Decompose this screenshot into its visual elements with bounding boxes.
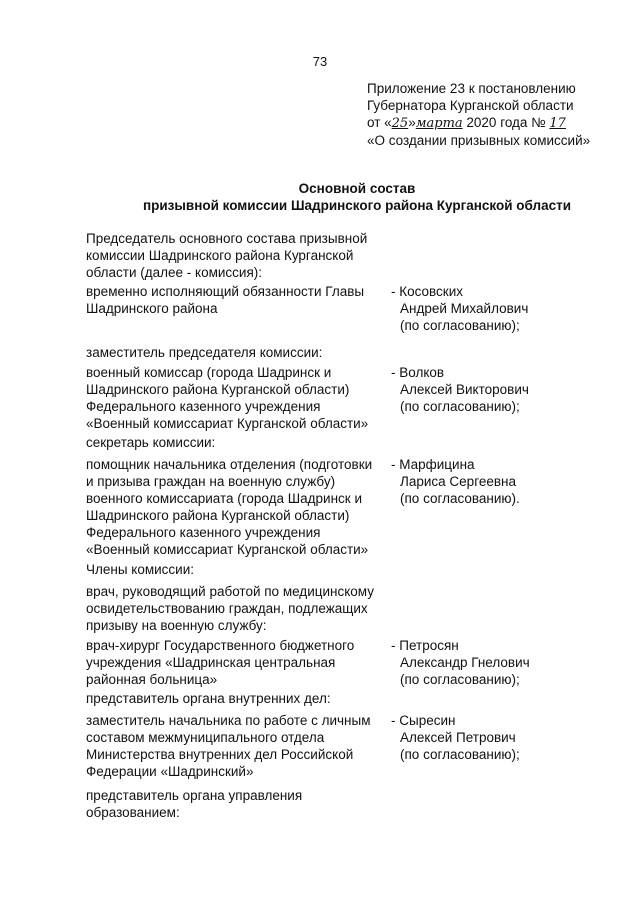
role-line: заместитель начальника по работе с личным — [86, 713, 371, 728]
name-line: Андрей Михайлович — [400, 301, 529, 316]
role-text — [86, 283, 384, 317]
document-title — [0, 180, 640, 214]
role-text — [86, 787, 384, 821]
name-line: Александр Гнелович — [400, 655, 530, 670]
name-line: (по согласованию); — [400, 672, 520, 687]
name-line: Алексей Петрович — [400, 730, 516, 745]
role-line: области (далее - комиссия): — [86, 265, 263, 280]
handwritten-day: 25 — [391, 116, 409, 131]
role-text — [86, 583, 384, 634]
page-number: 73 — [312, 54, 328, 69]
name-line: Лариса Сергеевна — [400, 474, 516, 489]
member-name — [391, 283, 551, 334]
header-date-mid: » — [408, 115, 416, 130]
role-line: «Военный комиссариат Курганской области» — [86, 542, 369, 557]
role-line: Министерства внутренних дел Российской — [86, 747, 354, 762]
member-name — [391, 637, 551, 688]
name-line: (по согласованию); — [400, 399, 520, 414]
name-line: - Косовских — [391, 284, 463, 299]
name-line: (по согласованию). — [400, 491, 520, 506]
name-line: - Волков — [391, 365, 445, 380]
header-year: 2020 года № — [462, 115, 550, 130]
role-text — [86, 690, 384, 707]
role-line: секретарь комиссии: — [86, 435, 216, 450]
member-name — [391, 456, 551, 507]
role-line: военного комиссариата (города Шадринск и — [86, 491, 362, 506]
role-line: представитель органа внутренних дел: — [86, 691, 331, 706]
name-line: Алексей Викторович — [400, 382, 529, 397]
role-line: Федерального казенного учреждения — [86, 399, 321, 414]
header-date-prefix: от « — [367, 115, 392, 130]
member-name — [391, 712, 551, 763]
member-name — [391, 364, 551, 415]
role-line: Шадринского района — [86, 301, 218, 316]
role-line: районная больница» — [86, 672, 218, 687]
role-line: военный комиссар (города Шадринск и — [86, 365, 332, 380]
name-line: - Петросян — [391, 638, 459, 653]
role-line: освидетельствованию граждан, подлежащих — [86, 601, 368, 616]
name-line: - Сыресин — [391, 713, 456, 728]
role-text — [86, 230, 384, 281]
role-text — [86, 561, 384, 578]
appendix-header — [367, 80, 590, 149]
role-text — [86, 364, 384, 432]
role-line: составом межмуниципального отдела — [86, 730, 325, 745]
role-line: «Военный комиссариат Курганской области» — [86, 416, 369, 431]
role-line: Шадринского района Курганской области) — [86, 382, 350, 397]
role-line: помощник начальника отделения (подготовки — [86, 457, 373, 472]
header-line-1: Приложение 23 к постановлению — [367, 81, 576, 96]
role-line: представитель органа управления — [86, 788, 303, 803]
role-line: образованием: — [86, 805, 180, 820]
role-line: призыву на военную службу: — [86, 618, 267, 633]
role-line: временно исполняющий обязанности Главы — [86, 284, 365, 299]
title-line-1: Основной состав — [298, 181, 416, 196]
role-text — [86, 637, 384, 688]
header-line-3 — [367, 114, 590, 132]
role-line: Председатель основного состава призывной — [86, 231, 368, 246]
role-line: Федерации «Шадринский» — [86, 764, 254, 779]
title-line-2: призывной комиссии Шадринского района Курганской области — [142, 198, 572, 213]
handwritten-number: 17 — [549, 116, 566, 131]
role-text — [86, 712, 384, 780]
role-line: Шадринского района Курганской области) — [86, 508, 350, 523]
role-text — [86, 456, 384, 558]
header-line-4: «О создании призывных комиссий» — [367, 133, 591, 148]
role-line: врач-хирург Государственного бюджетного — [86, 638, 355, 653]
role-line: врач, руководящий работой по медицинскому — [86, 584, 374, 599]
role-line: заместитель председателя комиссии: — [86, 345, 323, 360]
role-line: комиссии Шадринского района Курганской — [86, 248, 354, 263]
name-line: - Марфицина — [391, 457, 475, 472]
role-line: Федерального казенного учреждения — [86, 525, 321, 540]
role-text — [86, 344, 384, 361]
name-line: (по согласованию); — [400, 747, 520, 762]
header-line-2: Губернатора Курганской области — [367, 98, 574, 113]
handwritten-month: марта — [415, 116, 463, 131]
role-text — [86, 434, 384, 451]
name-line: (по согласованию); — [400, 318, 520, 333]
role-line: учреждения «Шадринская центральная — [86, 655, 336, 670]
role-line: Члены комиссии: — [86, 562, 195, 577]
role-line: и призыва граждан на военную службу) — [86, 474, 336, 489]
